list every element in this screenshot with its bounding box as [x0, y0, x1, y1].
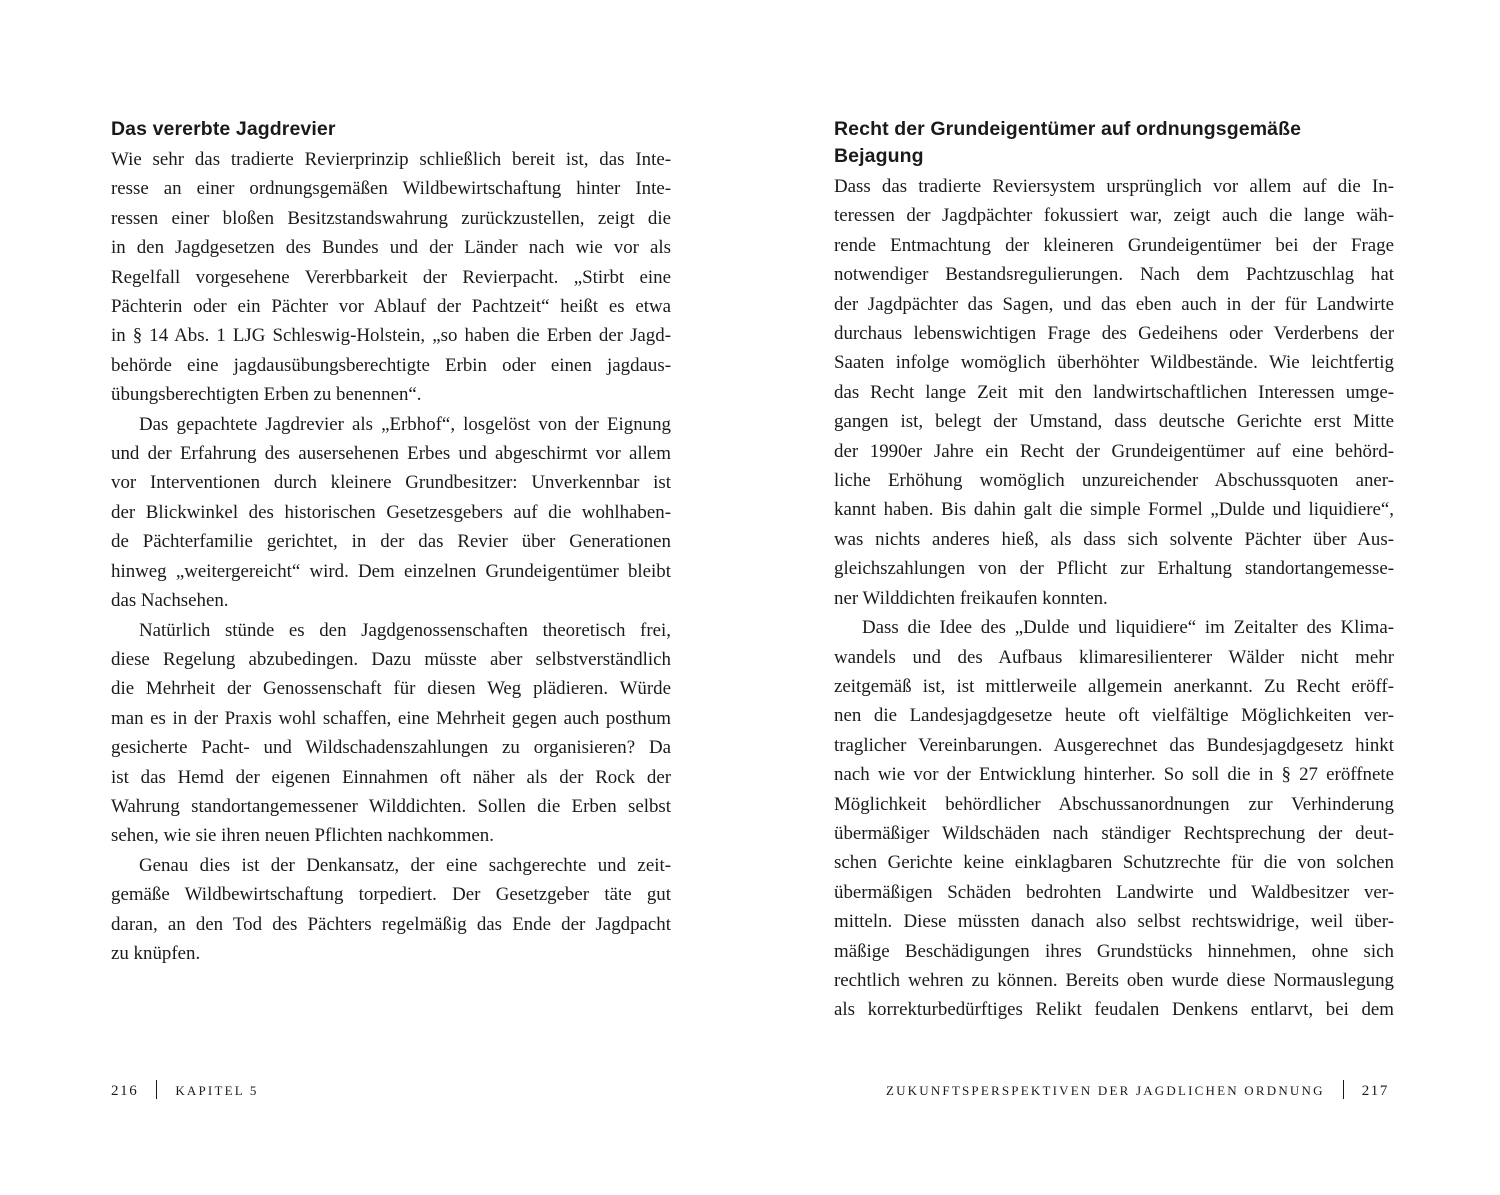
- text-line: Saaten infolge womöglich überhöhter Wildbestände. Wie leichtfertig: [834, 352, 1394, 374]
- text-line: nen die Landesjagdgesetze heute oft vielfältige Möglichkeiten ver-: [834, 705, 1394, 727]
- text-line: Regelfall vorgesehene Vererbbarkeit der Revierpacht. „Stirbt eine: [111, 266, 671, 288]
- text-line: sehen, wie sie ihren neuen Pflichten nachkommen.: [111, 825, 494, 847]
- text-line: behörde eine jagdausübungsberechtigte Erbin oder einen jagdaus-: [111, 354, 671, 376]
- text-line: de Pächterfamilie gerichtet, in der das Revier über Generationen: [111, 531, 671, 553]
- text-line: gleichszahlungen von der Pflicht zur Erhaltung standortangemesse-: [834, 558, 1394, 580]
- paragraph: [111, 145, 671, 410]
- section-heading: [834, 116, 1394, 170]
- text-line: teressen der Jagdpächter fokussiert war, zeigt auch die lange wäh-: [834, 205, 1394, 227]
- page-number: 217: [1361, 1083, 1389, 1099]
- right-body-text: [834, 172, 1394, 1025]
- text-line: durchaus lebenswichtigen Frage des Gedeihens oder Verderbens der: [834, 323, 1394, 345]
- left-body-text: [111, 145, 671, 968]
- text-line: nach wie vor der Entwicklung hinterher. So soll die in § 27 eröffnete: [834, 764, 1394, 786]
- text-line: gangen ist, belegt der Umstand, dass deutsche Gerichte erst Mitte: [834, 411, 1394, 433]
- text-line: gesicherte Pacht- und Wildschadenszahlungen zu organisieren? Da: [111, 737, 671, 759]
- text-line: traglicher Vereinbarungen. Ausgerechnet das Bundesjagdgesetz hinkt: [834, 734, 1394, 756]
- text-line: schen Gerichte keine einklagbaren Schutzrechte für die von solchen: [834, 852, 1394, 874]
- heading-line: Recht der Grundeigentümer auf ordnungsgemäße: [834, 118, 1302, 140]
- text-line: Wie sehr das tradierte Revierprinzip schließlich bereit ist, das Inte-: [111, 149, 671, 170]
- text-line: Dass die Idee des „Dulde und liquidiere“ im Zeitalter des Klima-: [862, 617, 1394, 639]
- text-line: übermäßiger Wildschäden nach ständiger Rechtsprechung der deut-: [834, 822, 1394, 844]
- footer-separator: [156, 1080, 157, 1099]
- text-line: übungsberechtigten Erben zu benennen“.: [111, 384, 422, 406]
- paragraph: [111, 410, 671, 616]
- text-line: der 1990er Jahre ein Recht der Grundeigentümer auf eine behörd-: [834, 440, 1394, 462]
- text-line: liche Erhöhung womöglich unzureichender Abschussquoten aner-: [834, 470, 1394, 492]
- heading-line: Bejagung: [834, 145, 924, 167]
- text-line: was nichts anderes hieß, als dass sich solvente Pächter über Aus-: [834, 528, 1394, 550]
- text-line: Dass das tradierte Reviersystem ursprünglich vor allem auf die In-: [834, 176, 1394, 197]
- running-head: ZUKUNFTSPERSPEKTIVEN DER JAGDLICHEN ORDNUNG: [885, 1083, 1325, 1098]
- text-line: das Nachsehen.: [111, 590, 229, 612]
- paragraph: [834, 172, 1394, 613]
- paragraph: [111, 616, 671, 851]
- text-line: daran, an den Tod des Pächters regelmäßig das Ende der Jagdpacht: [111, 913, 671, 935]
- left-text-column: [111, 116, 671, 968]
- text-line: Pächterin oder ein Pächter vor Ablauf der Pachtzeit“ heißt es etwa: [111, 296, 671, 318]
- text-line: hinweg „weitergereicht“ wird. Dem einzelnen Grundeigentümer bleibt: [111, 560, 671, 582]
- text-line: der Jagdpächter das Sagen, und das eben auch in der für Landwirte: [834, 293, 1394, 315]
- page-number: 216: [111, 1083, 139, 1099]
- text-line: ner Wilddichten freikaufen konnten.: [834, 587, 1108, 609]
- left-footer: [111, 1079, 259, 1103]
- right-footer: [886, 1079, 1389, 1103]
- text-line: rechtlich wehren zu können. Bereits oben wurde diese Normauslegung: [834, 969, 1394, 991]
- right-page: [750, 0, 1500, 1195]
- text-line: ressen einer bloßen Besitzstandswahrung zurückzustellen, zeigt die: [111, 207, 671, 229]
- text-line: als korrekturbedürftiges Relikt feudalen Denkens entlarvt, bei dem: [834, 999, 1394, 1021]
- text-line: und der Erfahrung des ausersehenen Erbes und abgeschirmt vor allem: [111, 443, 671, 465]
- text-line: mitteln. Diese müssten danach also selbst rechtswidrige, weil über-: [834, 911, 1394, 933]
- text-line: Das gepachtete Jagdrevier als „Erbhof“, losgelöst von der Eignung: [139, 413, 671, 435]
- text-line: notwendiger Bestandsregulierungen. Nach dem Pachtzuschlag hat: [834, 264, 1394, 286]
- text-line: Möglichkeit behördlicher Abschussanordnungen zur Verhinderung: [834, 793, 1394, 815]
- text-line: Genau dies ist der Denkansatz, der eine sachgerechte und zeit-: [139, 854, 671, 876]
- text-line: Natürlich stünde es den Jagdgenossenschaften theoretisch frei,: [139, 619, 671, 641]
- right-text-column: [834, 116, 1394, 1025]
- text-line: resse an einer ordnungsgemäßen Wildbewirtschaftung hinter Inte-: [111, 178, 671, 200]
- section-heading: Das vererbte Jagdrevier: [111, 118, 336, 140]
- text-line: vor Interventionen durch kleinere Grundbesitzer: Unverkennbar ist: [111, 472, 671, 494]
- running-head: KAPITEL 5: [175, 1083, 259, 1098]
- text-line: gemäße Wildbewirtschaftung torpediert. Der Gesetzgeber täte gut: [111, 884, 671, 906]
- text-line: die Mehrheit der Genossenschaft für diesen Weg plädieren. Würde: [111, 678, 671, 700]
- text-line: zu knüpfen.: [111, 942, 201, 964]
- text-line: der Blickwinkel des historischen Gesetzesgebers auf die wohlhaben-: [111, 501, 671, 523]
- text-line: ist das Hemd der eigenen Einnahmen oft näher als der Rock der: [111, 766, 671, 788]
- text-line: in § 14 Abs. 1 LJG Schleswig-Holstein, „so haben die Erben der Jagd-: [111, 325, 671, 347]
- text-line: diese Regelung abzubedingen. Dazu müsste aber selbstverständlich: [111, 648, 671, 670]
- text-line: übermäßigen Schäden bedrohten Landwirte und Waldbesitzer ver-: [834, 881, 1394, 903]
- text-line: wandels und des Aufbaus klimaresilienterer Wälder nicht mehr: [834, 646, 1394, 668]
- text-line: rende Entmachtung der kleineren Grundeigentümer bei der Frage: [834, 234, 1394, 256]
- text-line: in den Jagdgesetzen des Bundes und der Länder nach wie vor als: [111, 237, 671, 259]
- paragraph: [834, 613, 1394, 1025]
- text-line: man es in der Praxis wohl schaffen, eine Mehrheit gegen auch posthum: [111, 707, 671, 729]
- text-line: kannt haben. Bis dahin galt die simple Formel „Dulde und liquidiere“,: [834, 499, 1394, 521]
- paragraph: [111, 851, 671, 969]
- footer-separator: [1343, 1080, 1344, 1099]
- text-line: das Recht lange Zeit mit den landwirtschaftlichen Interessen umge-: [834, 381, 1394, 403]
- text-line: Wahrung standortangemessener Wilddichten. Sollen die Erben selbst: [111, 795, 671, 817]
- text-line: mäßige Beschädigungen ihres Grundstücks hinnehmen, ohne sich: [834, 940, 1394, 962]
- text-line: zeitgemäß ist, ist mittlerweile allgemein anerkannt. Zu Recht eröff-: [834, 675, 1394, 697]
